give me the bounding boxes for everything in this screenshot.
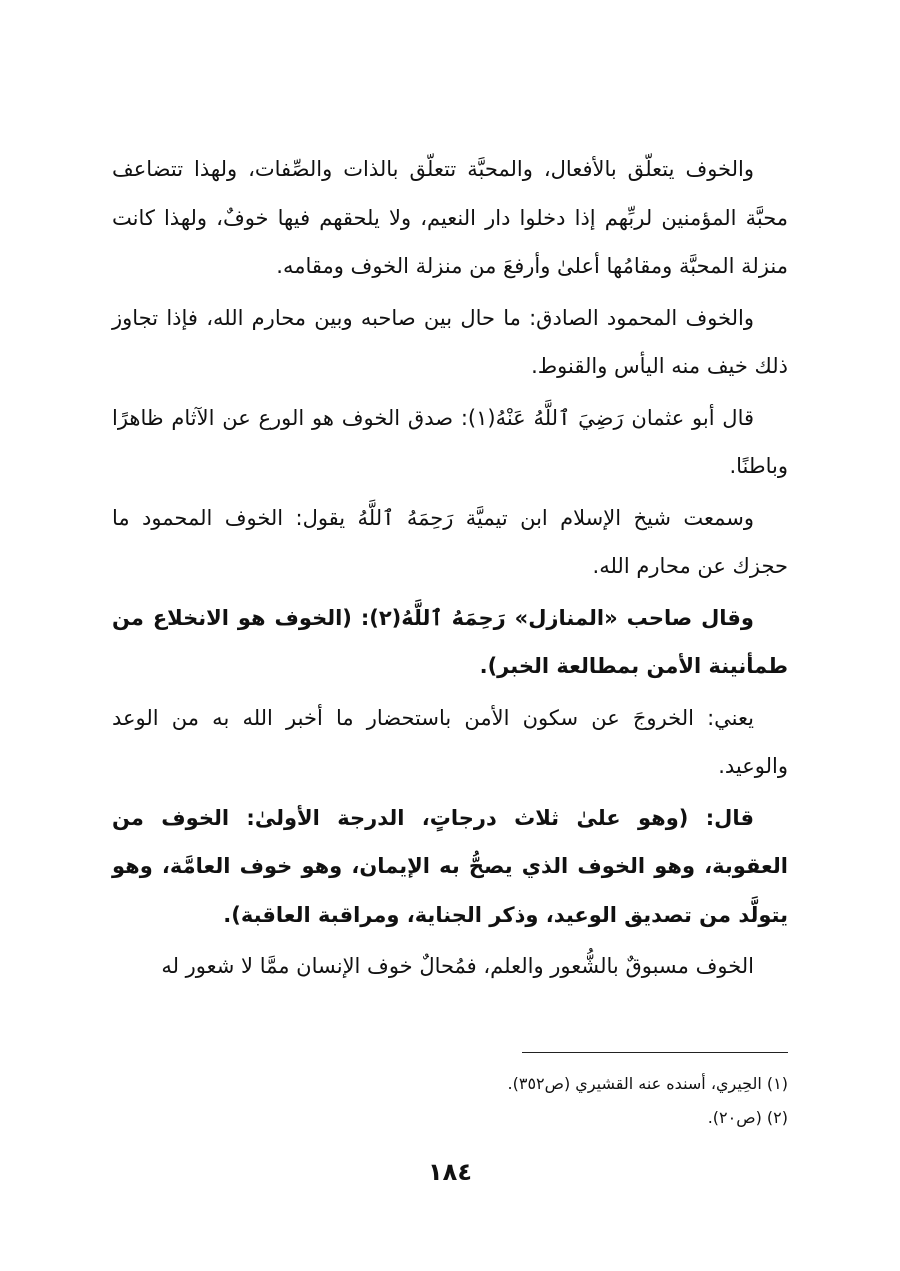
paragraph-3: قال أبو عثمان رَضِيَ ٱللَّهُ عَنْهُ(١): صدق الخوف هو الورع عن الآثام ظاهرًا وباطنًا.	[112, 405, 788, 478]
footnotes	[112, 1052, 788, 1135]
footnote-divider	[522, 1052, 788, 1053]
paragraph-5: وقال صاحب «المنازل» رَحِمَهُ ٱللَّهُ(٢): (الخوف هو الانخلاع من طمأنينة الأمن بمطالعة الخبر).	[112, 605, 788, 678]
page-body	[112, 145, 788, 994]
page-number: ١٨٤	[428, 1158, 472, 1186]
paragraph-8: الخوف مسبوقٌ بالشُّعور والعلم، فمُحالٌ خوف الإنسان ممَّا لا شعور له	[161, 954, 754, 978]
paragraph-2: والخوف المحمود الصادق: ما حال بين صاحبه وبين محارم الله، فإذا تجاوز ذلك خيف منه اليأس والقنوط.	[112, 305, 788, 378]
paragraph-7: قال: (وهو علىٰ ثلاث درجاتٍ، الدرجة الأولىٰ: الخوف من العقوبة، وهو الخوف الذي يصحُّ به الإيمان، وهو خوف العامَّة، وهو يتولَّد من تصديق الوعيد، وذكر الجناية، ومراقبة العاقبة).	[112, 805, 788, 927]
footnote-1: (١) الحِيري، أسنده عنه القشيري (ص٣٥٢).	[507, 1074, 788, 1093]
paragraph-6: يعني: الخروجَ عن سكون الأمن باستحضار ما أخبر الله به من الوعد والوعيد.	[112, 705, 788, 778]
footnote-2: (٢) (ص٢٠).	[707, 1108, 788, 1127]
paragraph-4: وسمعت شيخ الإسلام ابن تيميَّة رَحِمَهُ ٱللَّهُ يقول: الخوف المحمود ما حجزك عن محارم الله.	[112, 505, 788, 578]
paragraph-1: والخوف يتعلّق بالأفعال، والمحبَّة تتعلّق بالذات والصِّفات، ولهذا تتضاعف محبَّة المؤمنين لربِّهم إذا دخلوا دار النعيم، ولا يلحقهم فيها خوفٌ، ولهذا كانت منزلة المحبَّة ومقامُها أعلىٰ وأرفعَ من منزلة الخوف ومقامه.	[112, 157, 788, 278]
